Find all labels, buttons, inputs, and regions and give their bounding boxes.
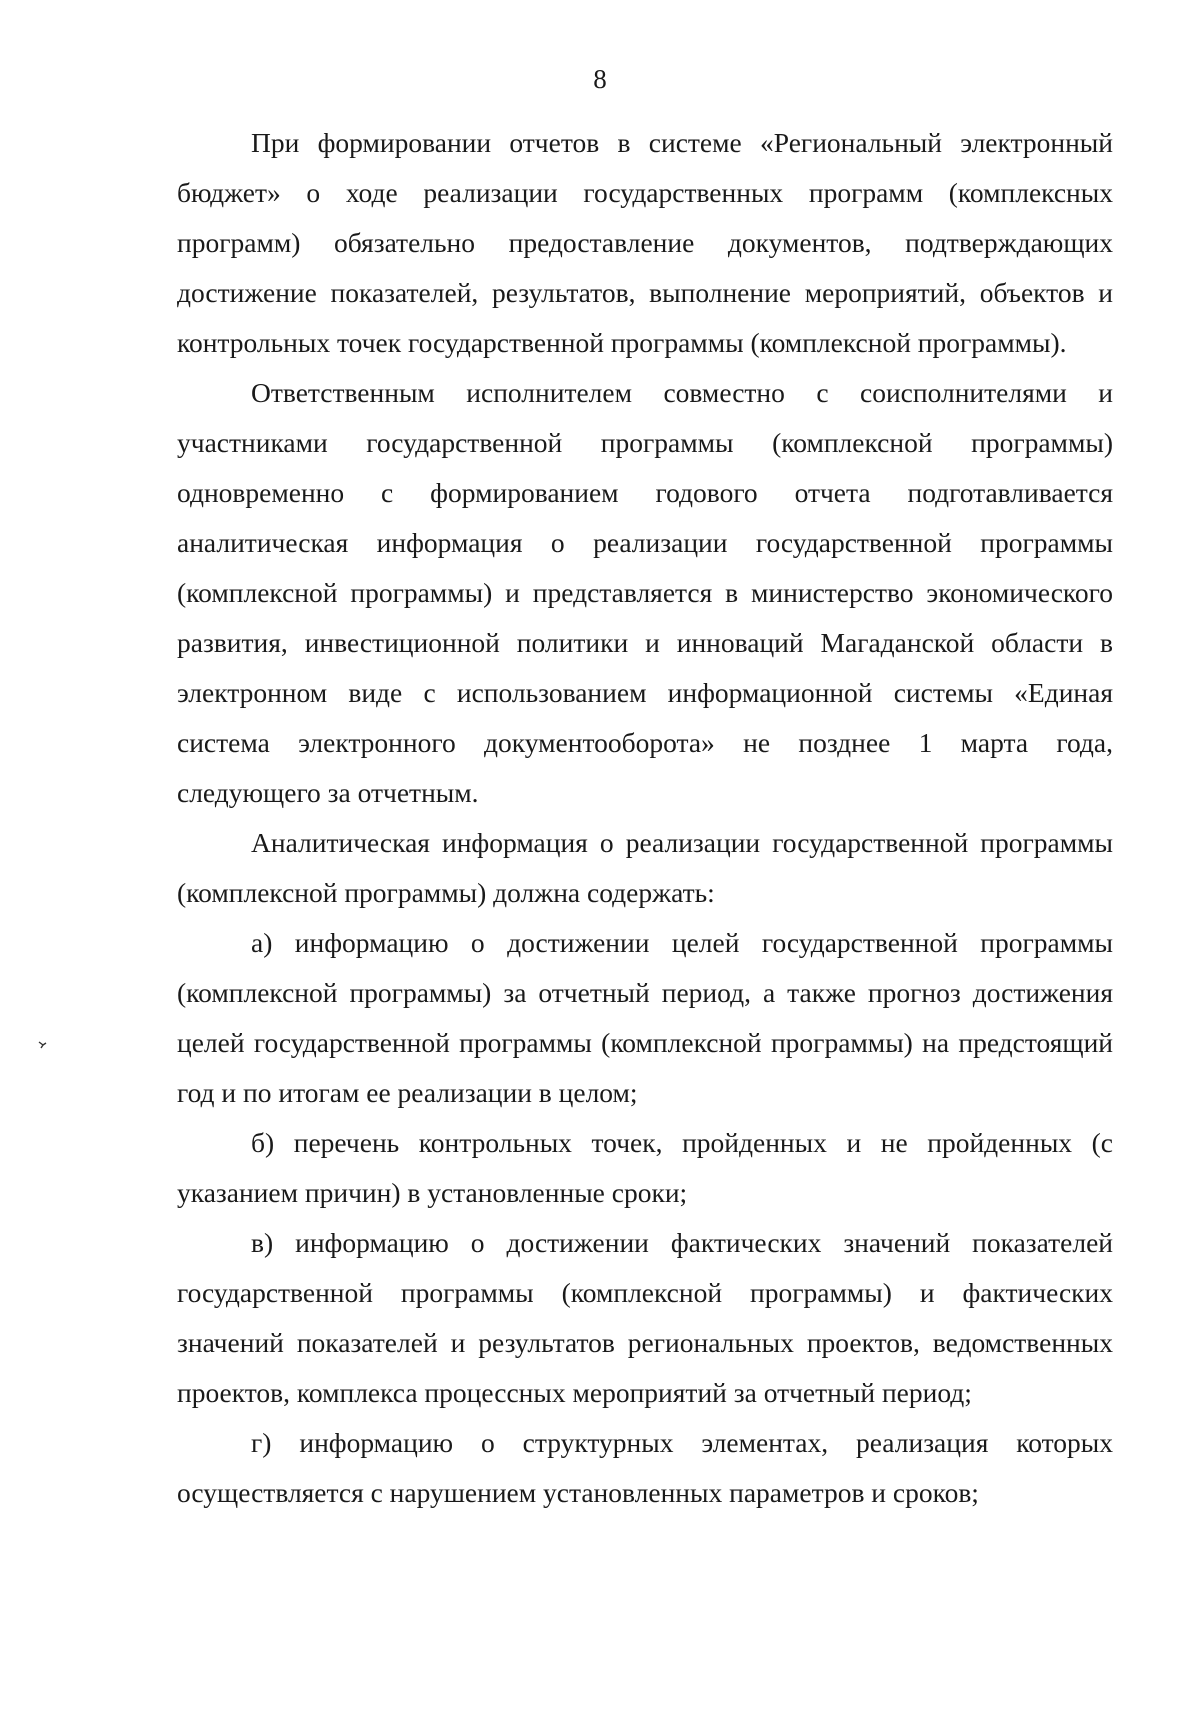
scan-speck-mark [38, 1040, 48, 1050]
list-item-g: г) информацию о структурных элементах, реализация которых осуществляется с нарушением установленных параметров и сроков; [177, 1427, 1113, 1508]
list-item-v: в) информацию о достижении фактических значений показателей государственной программы (комплексной программы) и фактических значений показателей и результатов региональных проектов, ведомственных проектов, комплекса процессных мероприятий за отчетный период; [177, 1227, 1113, 1408]
list-item-b: б) перечень контрольных точек, пройденных и не пройденных (с указанием причин) в установленные сроки; [177, 1127, 1113, 1208]
paragraph-analytical-info: Аналитическая информация о реализации государственной программы (комплексной программы) должна содержать: [177, 827, 1113, 908]
page-number: 8 [593, 64, 607, 94]
paragraph-responsible-executor: Ответственным исполнителем совместно с соисполнителями и участниками государственной программы (комплексной программы) одновременно с формированием годового отчета подготавливается аналитическая информация о реализации государственной программы (комплексной программы) и представляется в министерство экономического развития, инвестиционной политики и инноваций Магаданской области в электронном виде с использованием информационной системы «Единая система электронного документооборота» не позднее 1 марта года, следующего за отчетным. [177, 377, 1113, 808]
list-item-a: а) информацию о достижении целей государственной программы (комплексной программы) за отчетный период, а также прогноз достижения целей государственной программы (комплексной программы) на предстоящий год и по итогам ее реализации в целом; [177, 927, 1113, 1108]
document-body [177, 118, 1113, 1518]
paragraph-report-requirements: При формировании отчетов в системе «Региональный электронный бюджет» о ходе реализации государственных программ (комплексных программ) обязательно предоставление документов, подтверждающих достижение показателей, результатов, выполнение мероприятий, объектов и контрольных точек государственной программы (комплексной программы). [177, 127, 1113, 358]
